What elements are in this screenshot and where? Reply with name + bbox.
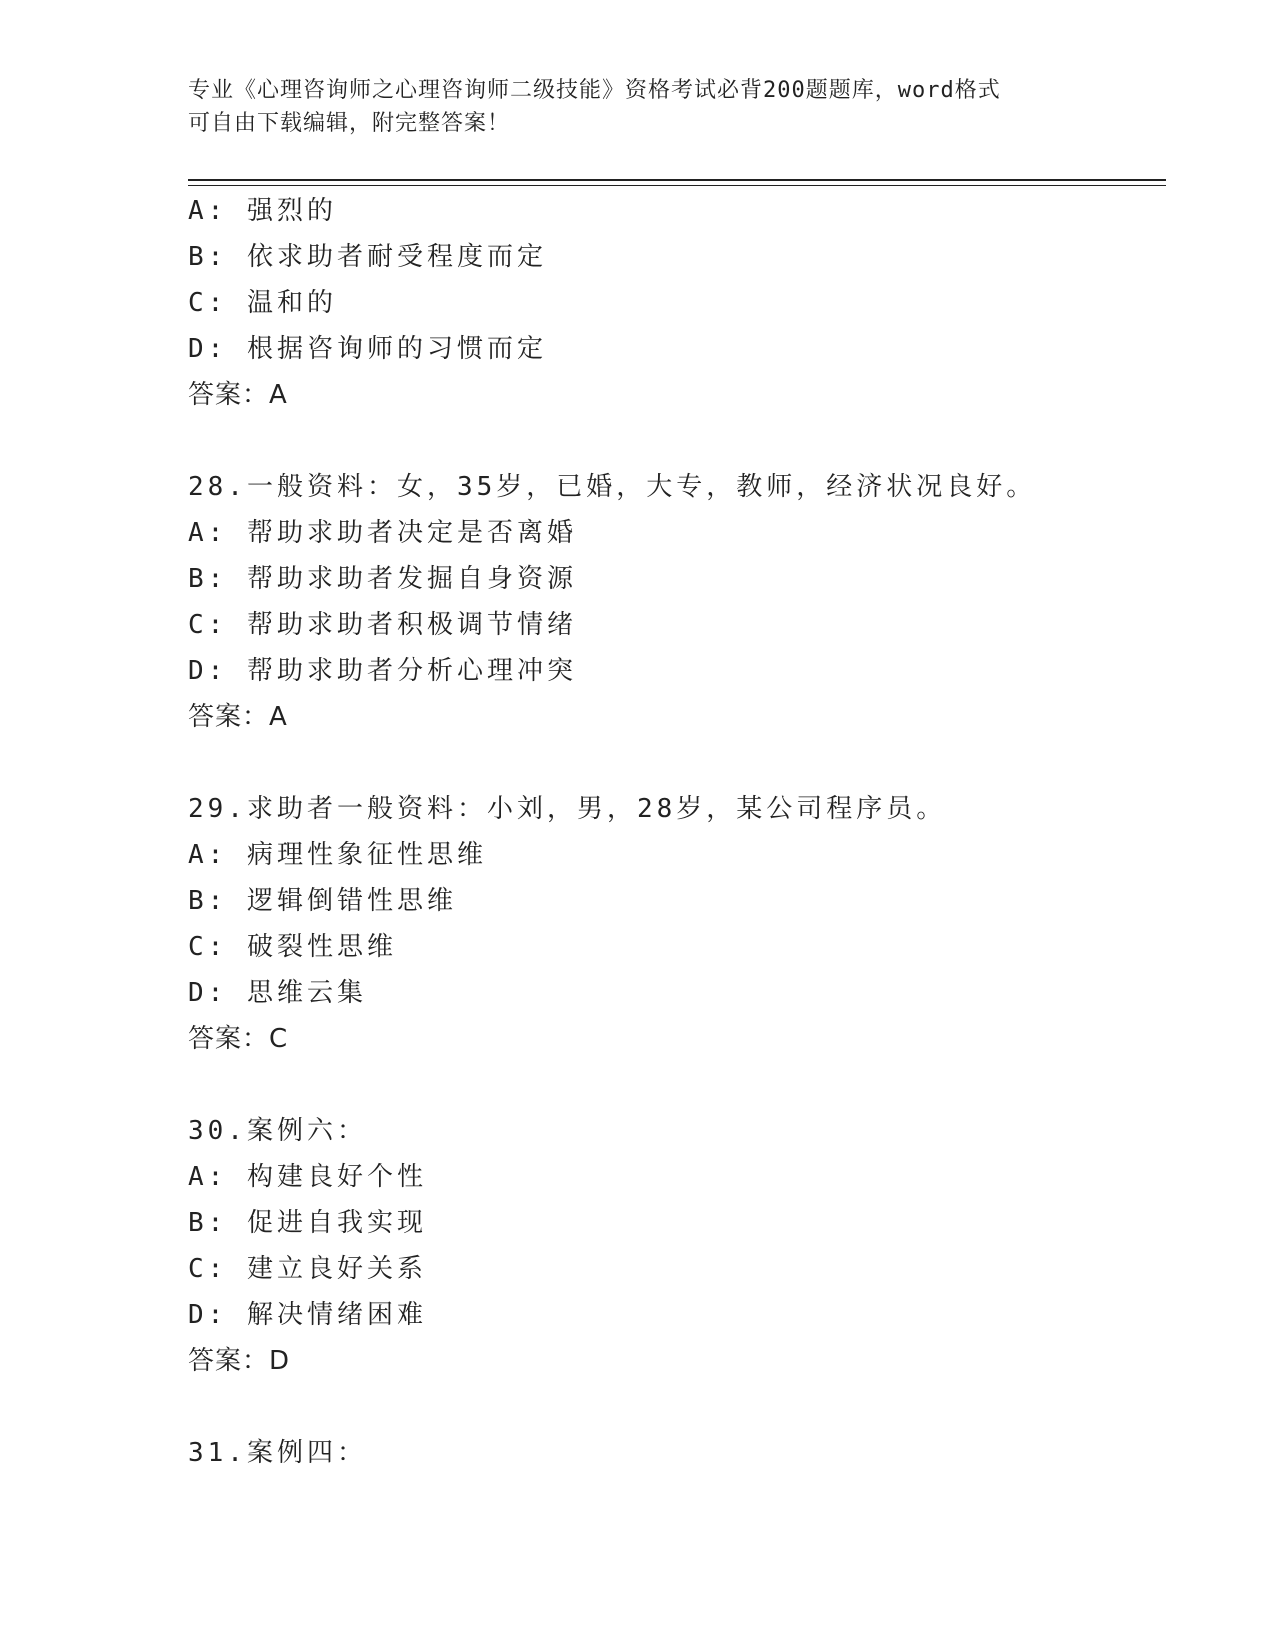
option-a: A: 强烈的	[188, 196, 337, 226]
option-d: D: 思维云集	[188, 978, 367, 1008]
option-c: C: 帮助求助者积极调节情绪	[188, 610, 577, 640]
question-title: 29.求助者一般资料：小刘，男，28岁，某公司程序员。	[188, 794, 947, 824]
option-a: A: 构建良好个性	[188, 1162, 427, 1192]
option-a: A: 帮助求助者决定是否离婚	[188, 518, 577, 548]
header-line-2: 可自由下载编辑，附完整答案！	[188, 111, 511, 136]
option-c: C: 温和的	[188, 288, 337, 318]
question-block-31	[188, 1430, 1166, 1476]
document-header	[188, 74, 1088, 140]
answer-line: 答案：C	[188, 1024, 289, 1054]
option-a: A: 病理性象征性思维	[188, 840, 487, 870]
question-block-30	[188, 1108, 1166, 1384]
option-c: C: 破裂性思维	[188, 932, 397, 962]
question-title: 28.一般资料：女，35岁，已婚，大专，教师，经济状况良好。	[188, 472, 1037, 502]
option-b: B: 促进自我实现	[188, 1208, 427, 1238]
option-c: C: 建立良好关系	[188, 1254, 427, 1284]
header-rule-thin	[188, 185, 1166, 186]
option-b: B: 帮助求助者发掘自身资源	[188, 564, 577, 594]
question-title: 30.案例六：	[188, 1116, 367, 1146]
question-block-28	[188, 464, 1166, 740]
option-d: D: 解决情绪困难	[188, 1300, 427, 1330]
option-b: B: 逻辑倒错性思维	[188, 886, 457, 916]
question-title: 31.案例四：	[188, 1438, 367, 1468]
header-rule-thick	[188, 179, 1166, 181]
header-line-1: 专业《心理咨询师之心理咨询师二级技能》资格考试必背200题题库，word格式	[188, 78, 1001, 103]
option-d: D: 帮助求助者分析心理冲突	[188, 656, 577, 686]
option-d: D: 根据咨询师的习惯而定	[188, 334, 547, 364]
question-list	[188, 188, 1166, 1476]
answer-line: 答案：A	[188, 702, 288, 732]
answer-line: 答案：D	[188, 1346, 291, 1376]
question-block-27	[188, 188, 1166, 418]
option-b: B: 依求助者耐受程度而定	[188, 242, 547, 272]
answer-line: 答案：A	[188, 380, 288, 410]
question-block-29	[188, 786, 1166, 1062]
